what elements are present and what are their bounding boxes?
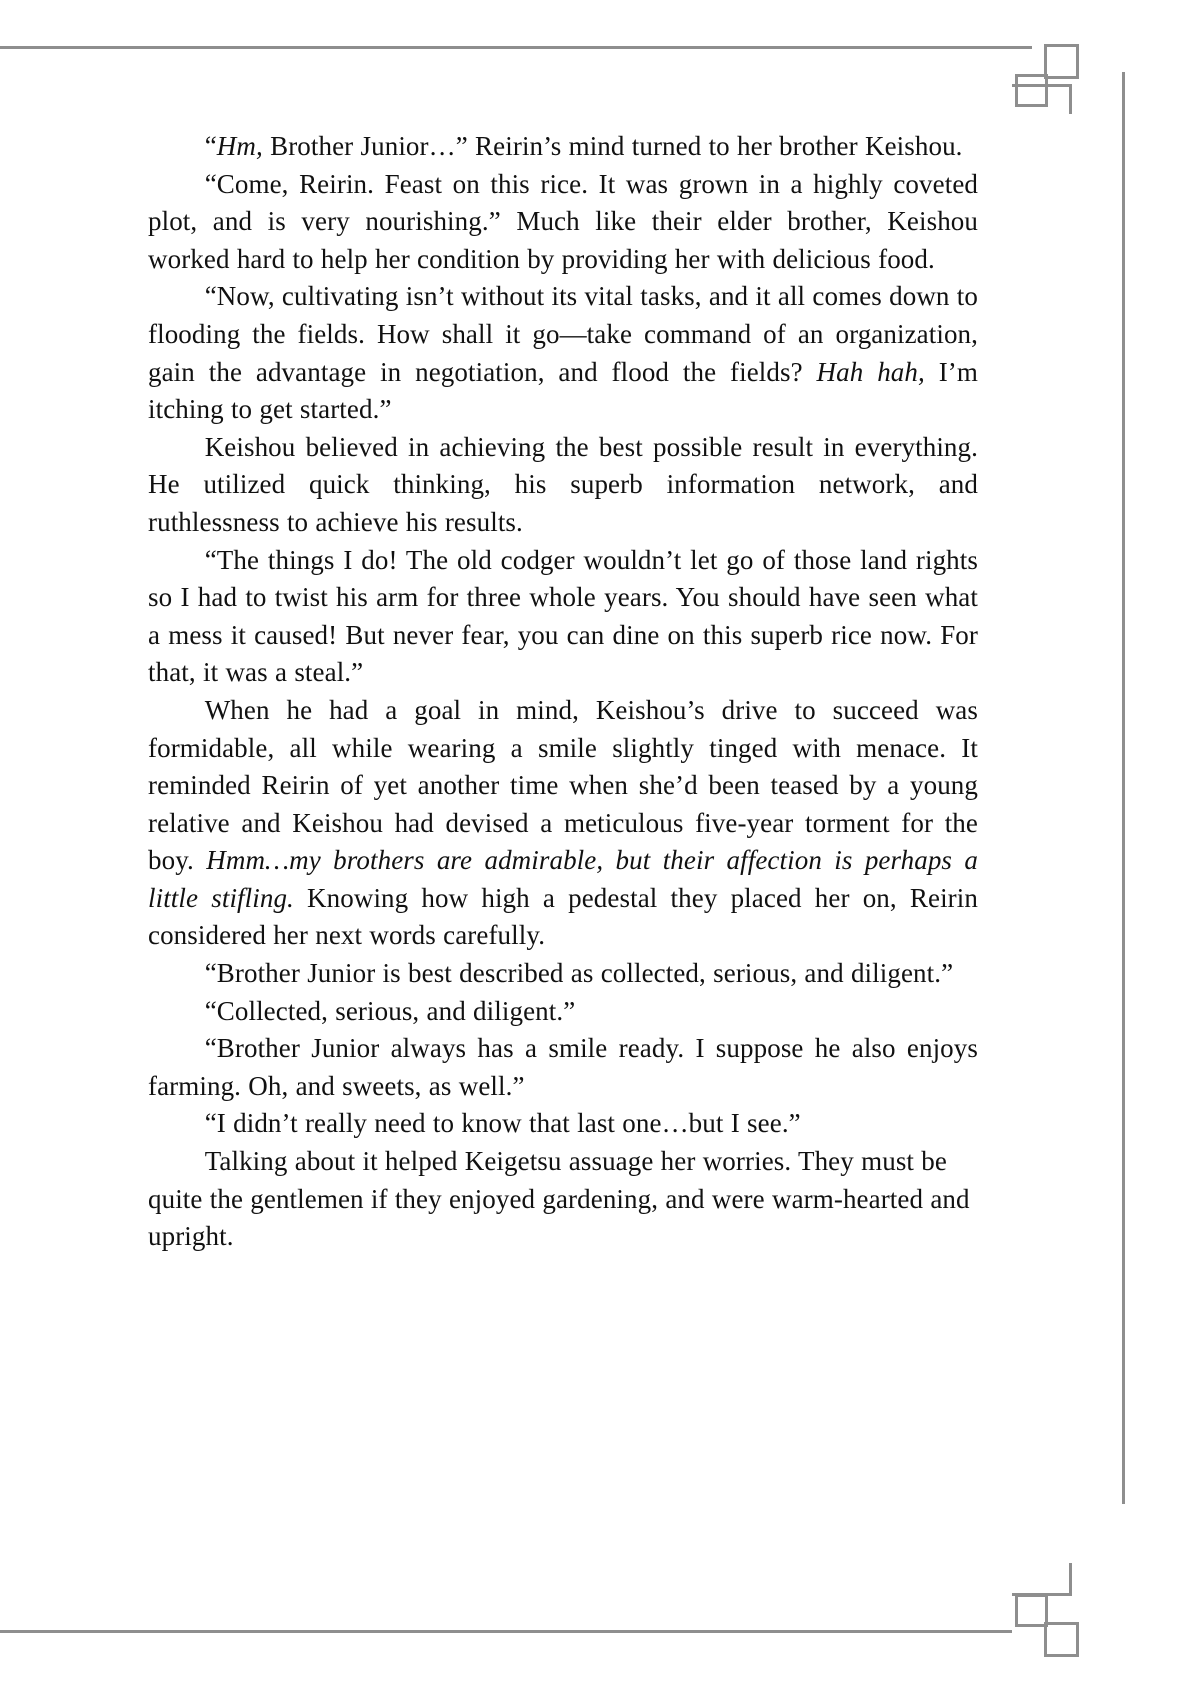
body-paragraph: [148, 128, 978, 166]
text-run: “: [204, 131, 217, 161]
text-run: Keishou believed in achieving the best possible result in everything. He utilized quick thinking, his superb information network, and ruthlessness to achieve his results.: [148, 431, 978, 537]
text-run: “Brother Junior is best described as collected, serious, and diligent.”: [204, 958, 954, 989]
body-paragraph: [148, 542, 978, 692]
body-paragraph: [148, 1030, 978, 1105]
text-run: Brother Junior…” Reirin’s mind turned to her brother Keishou.: [262, 131, 963, 161]
body-paragraph: [148, 993, 978, 1031]
page-text-block: [148, 128, 978, 1256]
italic-text-run: Hm,: [216, 131, 263, 161]
text-run: “Now, cultivating isn’t without its vital tasks, and it all comes down to flooding the fields. How shall it go—take command of an organization, gain the advantage in negotiation, and flood the fields?: [148, 281, 978, 387]
body-paragraph: [148, 278, 978, 428]
top-right-ornament-square-small: [1015, 74, 1048, 107]
text-run: When he had a goal in mind, Keishou’s drive to succeed was formidable, all while wearing a smile slightly tinged with menace. It reminded Reirin of yet another time when she’d been teased by a young relative and Keishou had devised a meticulous five-year torment for the boy.: [148, 694, 978, 876]
text-run: Talking about it helped Keigetsu assuage her worries. They must be quite the gentlemen if they enjoyed gardening, and were warm-hearted and upright.: [148, 1146, 970, 1252]
body-paragraph: [148, 1105, 978, 1143]
text-run: Knowing how high a pedestal they placed her on, Reirin considered her next words carefully.: [148, 882, 978, 951]
text-run: I’m itching to get started.”: [148, 356, 978, 425]
body-paragraph: [148, 166, 978, 279]
body-paragraph: [148, 1143, 978, 1256]
body-paragraph: [148, 429, 978, 542]
top-corner-connector-vertical: [1069, 84, 1072, 114]
text-run: “I didn’t really need to know that last one…but I see.”: [204, 1108, 801, 1139]
text-run: “Brother Junior always has a smile ready. I suppose he also enjoys farming. Oh, and sweets, as well.”: [148, 1033, 978, 1101]
italic-text-run: Hah hah,: [816, 356, 925, 387]
top-right-ornament-square-large: [1044, 44, 1079, 79]
bottom-right-ornament-square-large: [1044, 1622, 1079, 1657]
text-run: “The things I do! The old codger wouldn’t let go of those land rights so I had to twist his arm for three whole years. You should have seen what a mess it caused! But never fear, you can dine on this superb rice now. For that, it was a steal.”: [148, 544, 978, 688]
bottom-right-ornament-square-small: [1015, 1594, 1048, 1627]
bottom-corner-connector-horizontal: [1012, 1593, 1072, 1596]
text-run: “Collected, serious, and diligent.”: [204, 995, 576, 1026]
body-paragraph: [148, 955, 978, 993]
top-corner-connector-horizontal: [1012, 84, 1072, 87]
bottom-corner-connector-vertical: [1069, 1563, 1072, 1596]
body-paragraph: [148, 692, 978, 955]
bottom-horizontal-rule: [0, 1630, 1012, 1633]
text-run: “Come, Reirin. Feast on this rice. It was grown in a highly coveted plot, and is very nourishing.” Much like their elder brother, Keishou worked hard to help her condition by providing her with delicious food.: [148, 168, 978, 274]
italic-text-run: Hmm…my brothers are admirable, but their affection is perhaps a little stifling.: [148, 845, 978, 913]
top-horizontal-rule: [0, 46, 1032, 49]
right-vertical-rule: [1122, 72, 1125, 1504]
